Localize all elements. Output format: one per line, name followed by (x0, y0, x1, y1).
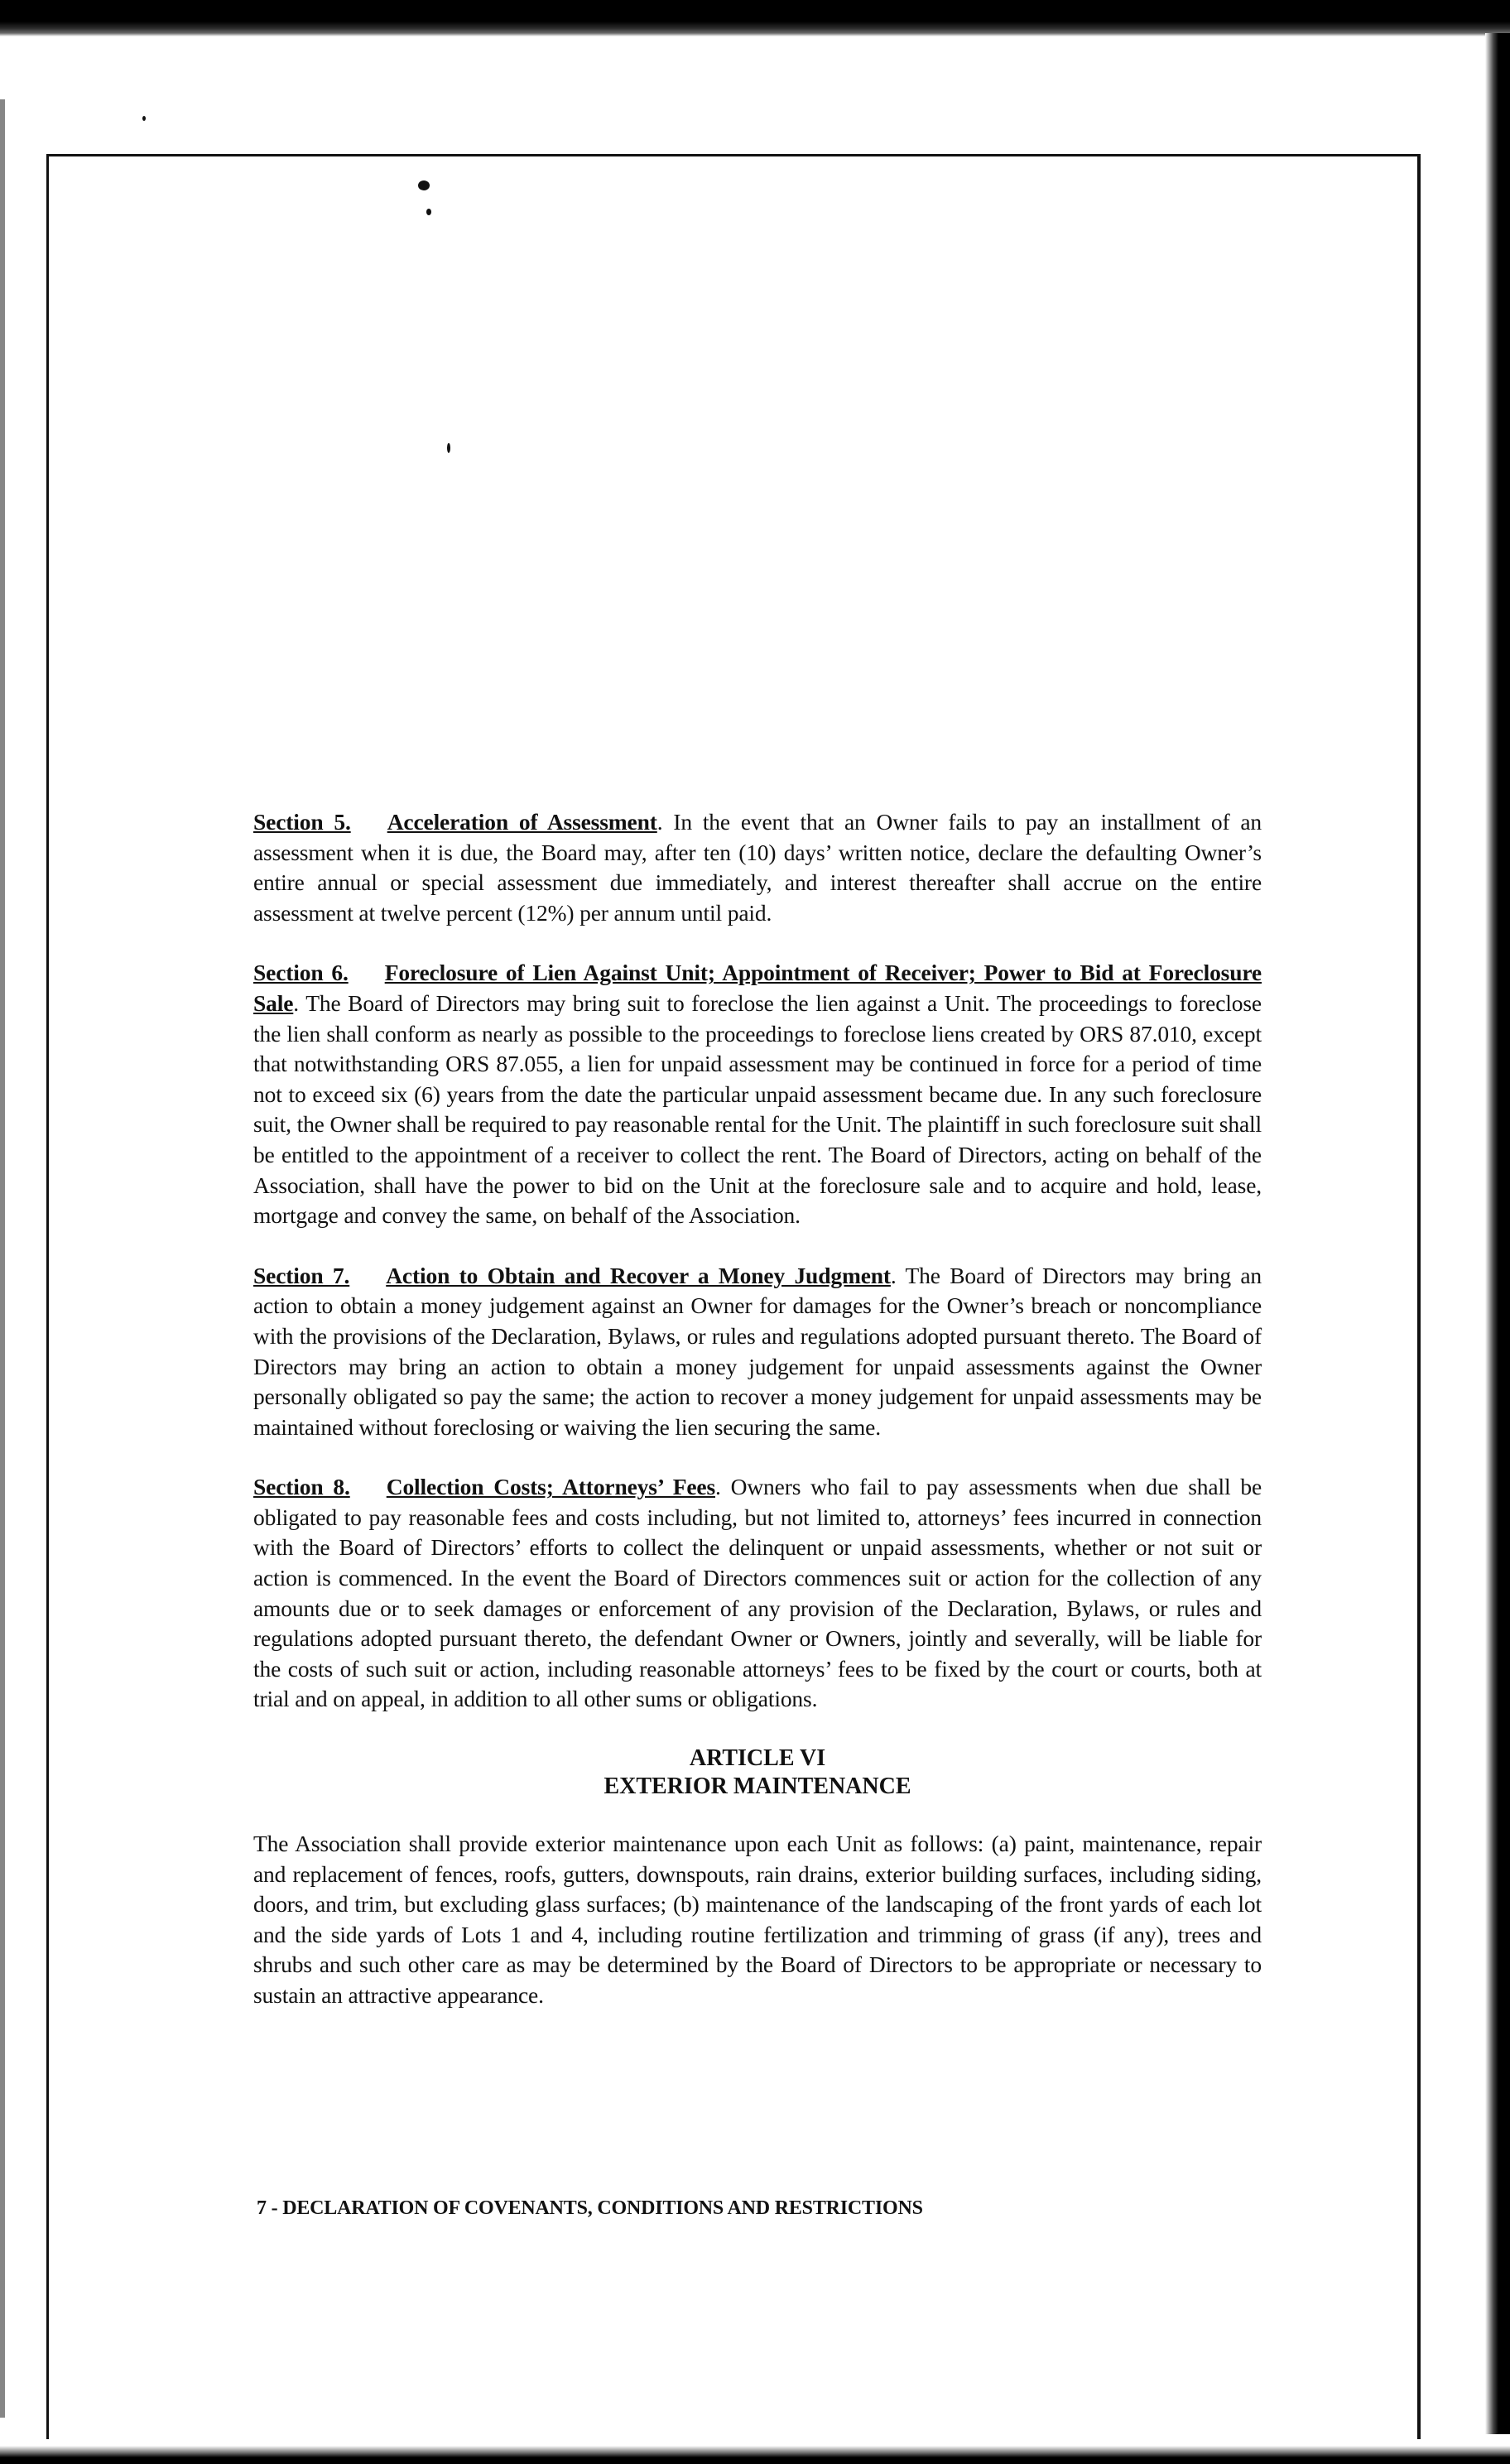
article-number: ARTICLE VI (689, 1745, 826, 1772)
scan-edge-top (0, 0, 1510, 36)
article-text: The Association shall provide exterior maintenance upon each Unit as follows: (a) paint, maintenance, repair and replacement of fences, roofs, gutters, downspouts, rain drains, exterior building surfaces, including siding, doors, and trim, but excluding glass surfaces; (b) maintenance of the landscaping of the front yards of each lot and the side yards of Lots 1 and 4, including routine fertilization and trimming of grass (if any), trees and shrubs and such other care as may be determined by the Board of Directors to be appropriate or necessary to sustain an attractive appearance. (253, 1831, 1262, 2008)
section-number: Section 8. (253, 1474, 350, 1500)
section-title: Acceleration of Assessment (387, 809, 657, 835)
article-title: EXTERIOR MAINTENANCE (604, 1773, 911, 1800)
scan-speck (426, 209, 431, 215)
document-body (253, 807, 1262, 2041)
section-text: . The Board of Directors may bring an action to obtain a money judgement against an Owner for damages for the Owner’s breach or noncompliance with the provisions of the Declaration, Bylaws, or rules and regulations adopted pursuant thereto. The Board of Directors may bring an action to obtain a money judgement for unpaid assessments against the Owner personally obligated so pay the same; the action to recover a money judgement for unpaid assessments may be maintained without foreclosing or waiving the lien securing the same. (253, 1262, 1262, 1440)
scan-edge-right (1485, 33, 1510, 2434)
scan-speck (418, 180, 430, 190)
section-title: Action to Obtain and Recover a Money Judgment (386, 1262, 891, 1288)
section-text: . Owners who fail to pay assessments when due shall be obligated to pay reasonable fees and costs including, but not limited to, attorneys’ fees incurred in connection with the Board of Directors’ efforts to collect the delinquent or unpaid assessments, whether or not suit or action is commenced. In the event the Board of Directors commences suit or action for the collection of any amounts due or to seek damages or enforcement of any provision of the Declaration, Bylaws, or rules and regulations adopted pursuant thereto, the defendant Owner or Owners, jointly and severally, will be liable for the costs of such suit or action, including reasonable attorneys’ fees to be fixed by the court or courts, both at trial and on appeal, in addition to all other sums or obligations. (253, 1474, 1262, 1712)
scan-edge-bottom (0, 2446, 1510, 2464)
section-5 (253, 807, 1262, 928)
section-number: Section 7. (253, 1262, 350, 1288)
section-6 (253, 958, 1262, 1230)
scan-speck (142, 116, 146, 121)
page-footer: 7 - DECLARATION OF COVENANTS, CONDITIONS AND RESTRICTIONS (257, 2197, 923, 2219)
scan-speck (447, 443, 450, 453)
article-heading (253, 1745, 1262, 1801)
section-number: Section 6. (253, 960, 349, 986)
section-title: Collection Costs; Attorneys’ Fees (386, 1474, 716, 1500)
scan-edge-left (0, 99, 5, 2418)
section-text: . The Board of Directors may bring suit to foreclose the lien against a Unit. The proceedings to foreclose the lien shall conform as nearly as possible to the proceedings to foreclose liens created by ORS 87.010, except that notwithstanding ORS 87.055, a lien for unpaid assessment may be continued in force for a period of time not to exceed six (6) years from the date the particular unpaid assessment became due. In any such foreclosure suit, the Owner shall be required to pay reasonable rental for the Unit. The plaintiff in such foreclosure suit shall be entitled to the appointment of a receiver to collect the rent. The Board of Directors, acting on behalf of the Association, shall have the power to bid on the Unit at the foreclosure sale and to acquire and hold, lease, mortgage and convey the same, on behalf of the Association. (253, 989, 1262, 1229)
section-7 (253, 1261, 1262, 1443)
section-8 (253, 1472, 1262, 1715)
section-number: Section 5. (253, 809, 351, 835)
section-title: Foreclosure of Lien Against Unit; Appointment of Receiver; Power to Bid at Foreclosure Sale (253, 960, 1262, 1016)
section-text: . In the event that an Owner fails to pay an installment of an assessment when it is due, the Board may, after ten (10) days’ written notice, declare the defaulting Owner’s entire annual or special assessment due immediately, and interest thereafter shall accrue on the entire assessment at twelve percent (12%) per annum until paid. (253, 809, 1262, 926)
